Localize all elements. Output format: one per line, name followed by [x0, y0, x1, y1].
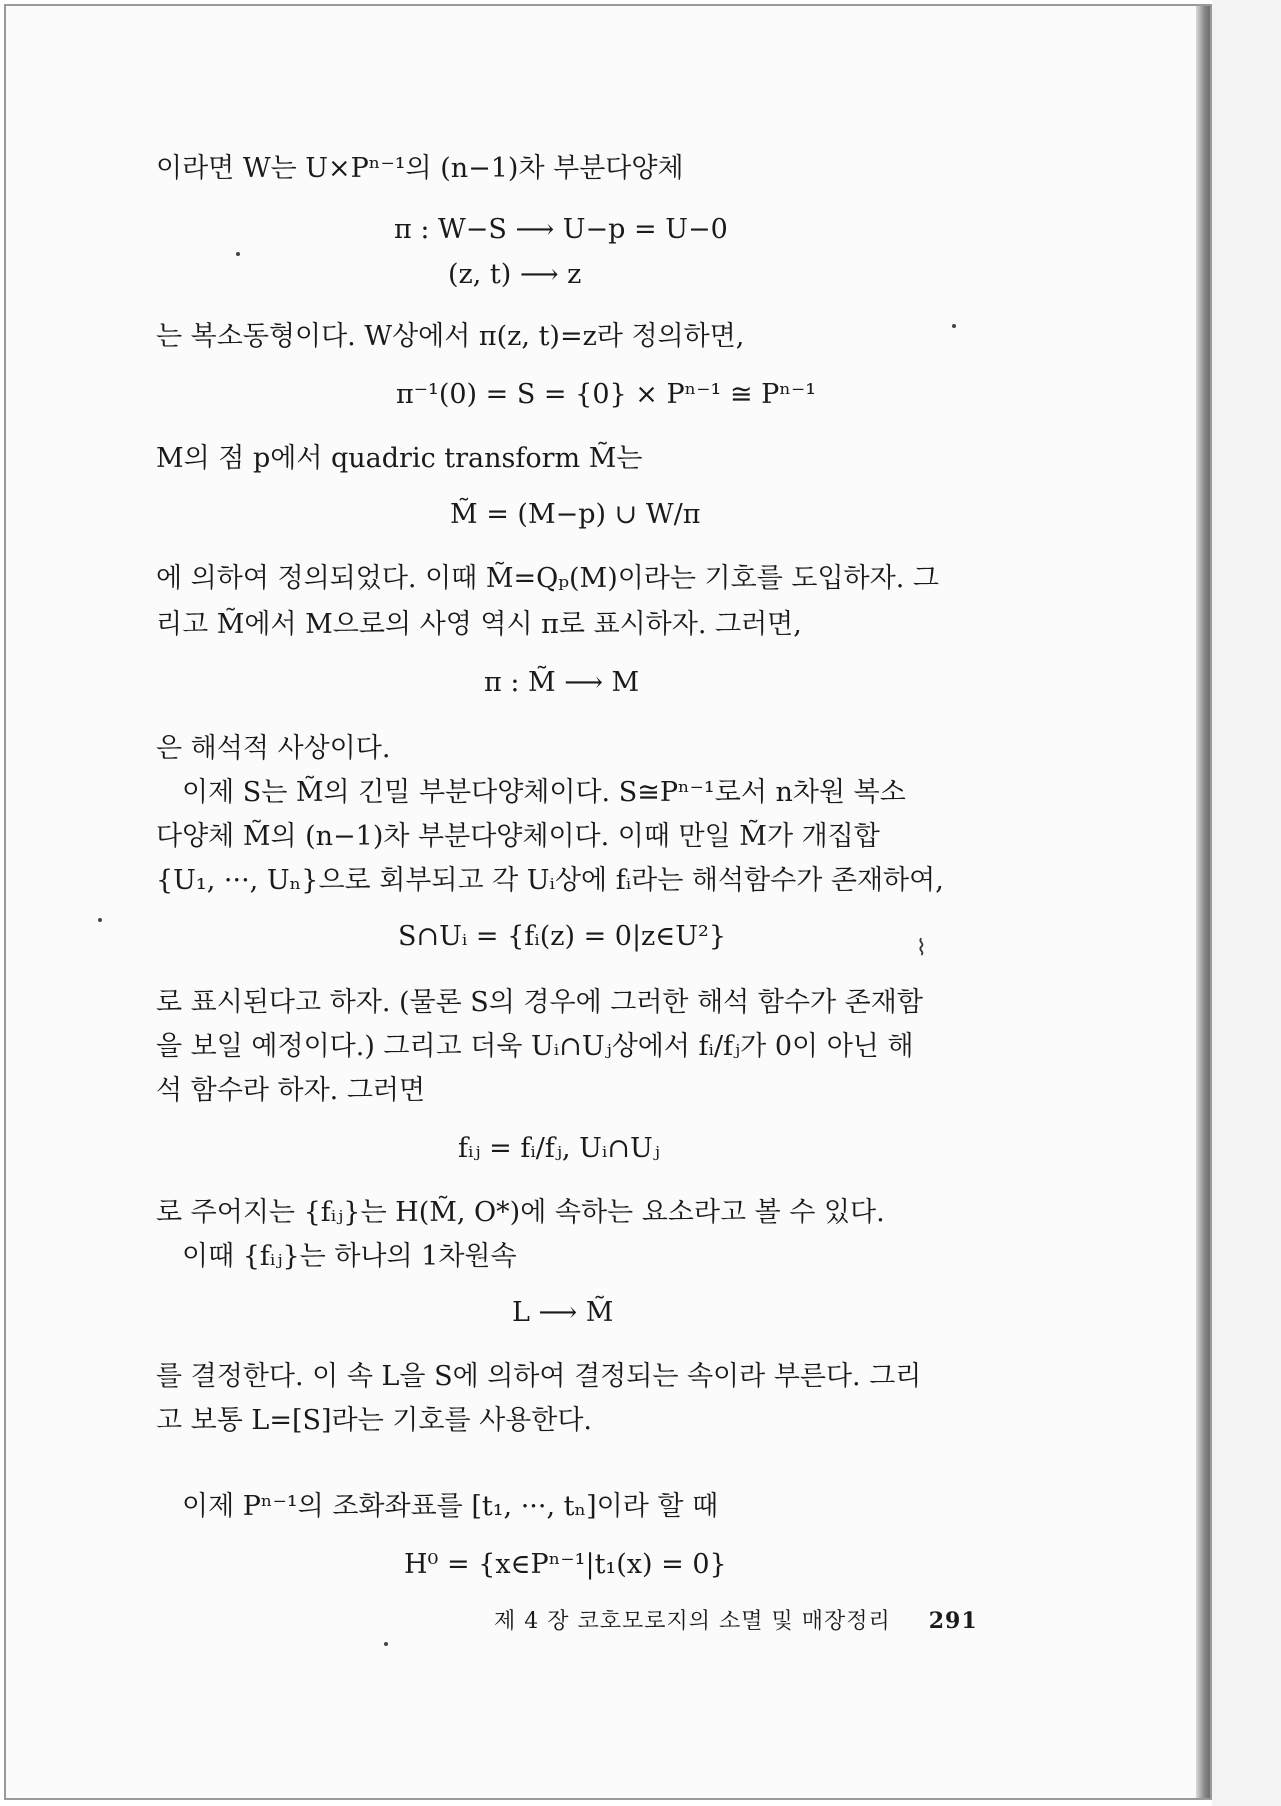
book-page	[4, 4, 1212, 1800]
text-line-8: 다양체 M̃의 (n−1)차 부분다양체이다. 이때 만일 M̃가 개집합	[156, 821, 880, 852]
scan-speck	[236, 252, 240, 256]
scan-speck	[98, 918, 102, 922]
scan-speck	[384, 1642, 388, 1646]
equation-transition-functions: fᵢⱼ = fᵢ/fⱼ, Uᵢ∩Uⱼ	[458, 1133, 660, 1164]
equation-s-intersection: S∩Uᵢ = {fᵢ(z) = 0|z∈U²}	[398, 921, 727, 952]
text-line-10: 로 표시된다고 하자. (물론 S의 경우에 그러한 해석 함수가 존재함	[156, 987, 923, 1018]
chapter-title: 제 4 장 코호모로지의 소멸 및 매장정리	[494, 1609, 891, 1634]
equation-quadric-transform: M̃ = (M−p) ∪ W/π	[450, 499, 701, 530]
text-line-7: 이제 S는 M̃의 긴밀 부분다양체이다. S≅Pⁿ⁻¹로서 n차원 복소	[182, 777, 906, 808]
equation-projection: π : M̃ ⟶ M	[484, 667, 640, 698]
text-line-17: 이제 Pⁿ⁻¹의 조화좌표를 [t₁, ···, tₙ]이라 할 때	[182, 1491, 719, 1522]
text-line-9: {U₁, ···, Uₙ}으로 회부되고 각 Uᵢ상에 fᵢ라는 해석함수가 존재하여,	[156, 865, 944, 896]
text-line-14: 이때 {fᵢⱼ}는 하나의 1차원속	[182, 1241, 517, 1272]
text-line-16: 고 보통 L=[S]라는 기호를 사용한다.	[156, 1405, 593, 1436]
equation-pi-map: π : W−S ⟶ U−p = U−0	[394, 214, 728, 245]
margin-pen-mark: ⌇	[916, 936, 927, 961]
page-edge-shadow	[1196, 6, 1210, 1798]
text-line-15: 를 결정한다. 이 속 L을 S에 의하여 결정되는 속이라 부른다. 그리	[156, 1361, 922, 1392]
equation-line-bundle: L ⟶ M̃	[512, 1297, 614, 1328]
text-line-6: 은 해석적 사상이다.	[156, 733, 391, 764]
page-number: 291	[928, 1608, 978, 1634]
text-line-5: 리고 M̃에서 M으로의 사영 역시 π로 표시하자. 그러면,	[156, 609, 802, 640]
text-line-2: 는 복소동형이다. W상에서 π(z, t)=z라 정의하면,	[156, 321, 745, 352]
page-footer	[494, 1604, 978, 1635]
text-line-13: 로 주어지는 {fᵢⱼ}는 H(M̃, O*)에 속하는 요소라고 볼 수 있다.	[156, 1197, 885, 1228]
text-line-12: 석 함수라 하자. 그러면	[156, 1075, 426, 1106]
scan-speck	[952, 324, 956, 328]
equation-pi-map-element: (z, t) ⟶ z	[448, 259, 582, 290]
text-line-11: 을 보일 예정이다.) 그리고 더욱 Uᵢ∩Uⱼ상에서 fᵢ/fⱼ가 0이 아닌 해	[156, 1031, 914, 1062]
text-line-1: 이라면 W는 U×Pⁿ⁻¹의 (n−1)차 부분다양체	[156, 153, 684, 184]
equation-preimage: π⁻¹(0) = S = {0} × Pⁿ⁻¹ ≅ Pⁿ⁻¹	[396, 379, 817, 410]
equation-hyperplane: H⁰ = {x∈Pⁿ⁻¹|t₁(x) = 0}	[404, 1549, 727, 1580]
right-margin-area	[1212, 0, 1281, 1806]
text-line-3: M의 점 p에서 quadric transform M̃는	[156, 443, 643, 474]
text-line-4: 에 의하여 정의되었다. 이때 M̃=Qₚ(M)이라는 기호를 도입하자. 그	[156, 563, 939, 594]
